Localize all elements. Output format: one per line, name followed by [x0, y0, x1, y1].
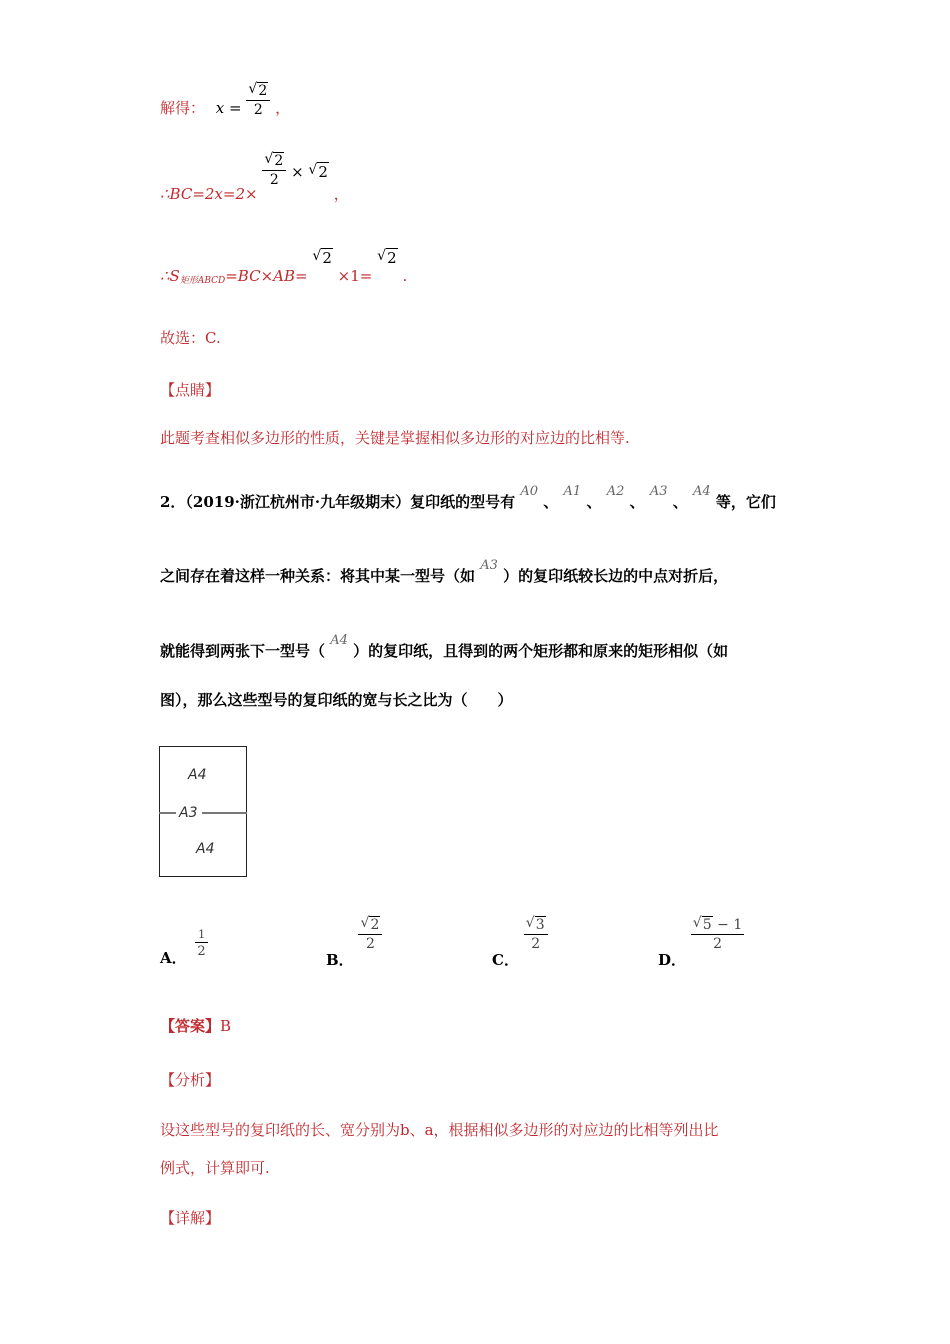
option-b[interactable]: [326, 915, 382, 969]
option-a[interactable]: [160, 928, 208, 968]
option-c[interactable]: [492, 915, 548, 969]
question-intro-tail: 等，它们: [715, 493, 776, 511]
area-sqrt-1-rad: 2: [322, 249, 332, 267]
solution-label: 解得：: [160, 98, 206, 117]
answer-value: B: [220, 1017, 232, 1035]
bc-sqrt-rad: 2: [318, 162, 328, 181]
model-a3: A3: [649, 484, 668, 499]
area-sqrt-1: √ 2: [312, 248, 332, 267]
option-d-fraction: √ 5 − 1 2: [692, 915, 743, 952]
option-c-fraction: √ 3 2: [524, 916, 548, 953]
choose-line: 故选：C.: [160, 329, 221, 347]
detail-heading: 【详解】: [160, 1209, 221, 1227]
question-line2-b: ）的复印纸较长边的中点对折后，: [503, 567, 729, 585]
question-line3-b: ）的复印纸，且得到的两个矩形都和原来的矩形相似（如: [353, 642, 729, 660]
model-a1: A1: [563, 484, 582, 499]
option-a-letter: A．: [160, 948, 187, 967]
area-times: ×1=: [337, 267, 373, 285]
sep-3: 、: [629, 493, 645, 511]
option-d-den: 2: [713, 936, 722, 952]
option-d-num-tail: − 1: [712, 917, 743, 933]
area-s: ∴S: [160, 267, 180, 285]
paper-figure: [159, 746, 247, 877]
answer-heading: 【答案】: [160, 1017, 221, 1035]
solution-line-1: [160, 80, 290, 120]
dianjing-heading: 【点睛】: [160, 381, 221, 399]
question-intro: 2．（2019·浙江杭州市·九年级期末）复印纸的型号有: [160, 493, 516, 511]
question-line-4: 图），那么这些型号的复印纸的宽与长之比为（ ）: [160, 691, 513, 709]
sep-1: 、: [543, 493, 559, 511]
question-line-2: [160, 558, 729, 588]
fold-line: [159, 812, 247, 814]
solution-var: x =: [215, 98, 242, 117]
bc-times: ×: [291, 162, 304, 181]
option-c-letter: C．: [492, 950, 519, 969]
question-line3-a: 就能得到两张下一型号（: [160, 642, 326, 660]
option-a-fraction: [195, 928, 207, 961]
model-a2: A2: [606, 484, 625, 499]
bc-end: ，: [333, 184, 349, 203]
solution-line1-end: ，: [275, 98, 291, 117]
bc-fraction-den: 2: [269, 172, 279, 188]
model-a0: A0: [520, 484, 539, 499]
solution-line-2: [160, 150, 349, 203]
option-a-num: 1: [195, 928, 207, 943]
option-d-letter: D．: [658, 950, 687, 969]
answer-line: [160, 1016, 231, 1036]
option-d[interactable]: [658, 915, 744, 969]
analysis-line-2: 例式，计算即可.: [160, 1159, 270, 1177]
area-sqrt-2-rad: 2: [387, 249, 397, 267]
bc-fraction-num: 2: [274, 153, 284, 169]
model-inline-a4: A4: [330, 633, 348, 648]
option-b-den: 2: [365, 936, 375, 952]
option-b-num: 2: [370, 917, 380, 933]
sep-4: 、: [672, 493, 688, 511]
bc-fraction: √ 2 2: [262, 152, 286, 189]
analysis-line-1: 设这些型号的复印纸的长、宽分别为b、a，根据相似多边形的对应边的比相等列出比: [160, 1121, 719, 1139]
area-subscript: 矩形ABCD: [179, 276, 226, 286]
option-b-letter: B．: [326, 950, 354, 969]
figure-bottom-label: A4: [196, 841, 215, 857]
solution-fraction-num: 2: [258, 83, 268, 99]
option-d-num: 5: [702, 917, 712, 933]
analysis-heading: 【分析】: [160, 1071, 221, 1089]
figure-top-label: A4: [188, 767, 207, 783]
solution-fraction-den: 2: [253, 102, 263, 118]
question-line-1: [160, 484, 776, 514]
model-a4: A4: [693, 484, 711, 499]
solution-line-3: [160, 250, 407, 290]
option-c-den: 2: [531, 936, 541, 952]
question-line2-a: 之间存在着这样一种关系：将其中某一型号（如: [160, 567, 476, 585]
option-c-num: 3: [535, 917, 545, 933]
dianjing-text: 此题考查相似多边形的性质，关键是掌握相似多边形的对应边的比相等.: [160, 429, 630, 447]
bc-sqrt: √ 2: [308, 161, 328, 181]
sep-2: 、: [586, 493, 602, 511]
solution-fraction: √ 2 2: [246, 82, 270, 119]
figure-mid-label: A3: [179, 805, 198, 821]
model-inline-a3: A3: [480, 558, 498, 573]
option-a-den: 2: [197, 944, 206, 959]
bc-expression: ∴BC=2x=2×: [160, 184, 258, 203]
area-mid: =BC×AB=: [225, 267, 308, 285]
area-end: .: [402, 267, 408, 285]
option-b-fraction: √ 2 2: [358, 916, 382, 953]
question-line-3: [160, 633, 729, 663]
area-sqrt-2: √ 2: [377, 248, 397, 267]
